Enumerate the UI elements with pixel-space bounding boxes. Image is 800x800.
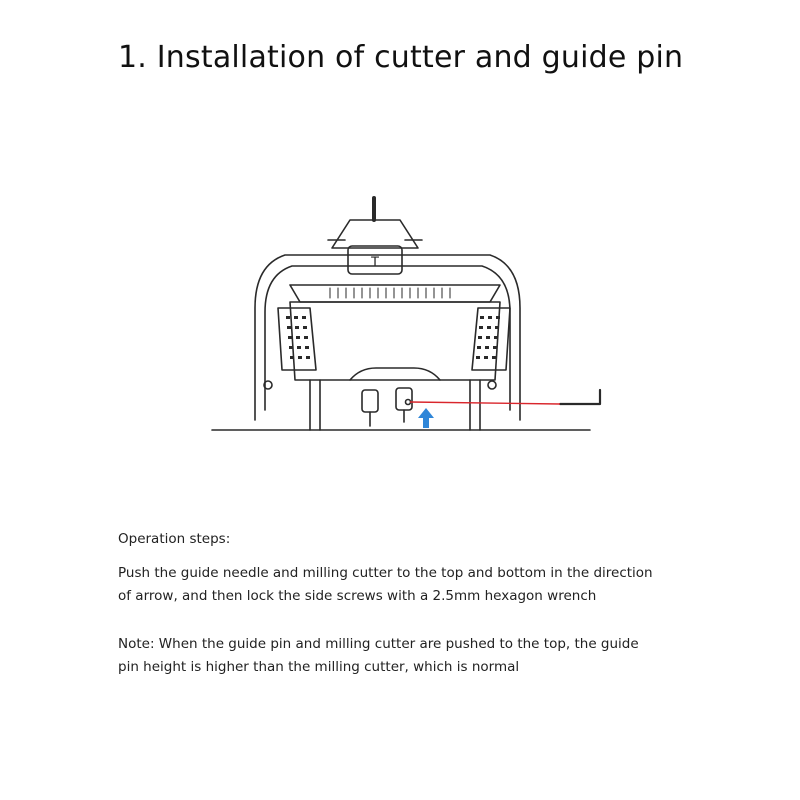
carriage-top xyxy=(332,220,418,248)
note-paragraph: Note: When the guide pin and milling cutter are pushed to the top, the guide pin height is higher than the milling cutter, which is normal xyxy=(118,636,639,675)
lower-legs xyxy=(310,380,480,430)
right-screw xyxy=(488,381,496,389)
carriage-letter: T xyxy=(370,253,380,269)
milling-cutter xyxy=(362,390,378,412)
page-title: 1. Installation of cutter and guide pin xyxy=(118,40,684,75)
laser-guide-line xyxy=(410,402,560,404)
guide-pin xyxy=(396,388,412,410)
grille-teeth xyxy=(330,288,450,298)
push-direction-arrow-icon xyxy=(418,408,434,428)
housing-inner xyxy=(265,266,510,410)
vent-slots xyxy=(286,316,500,359)
grille-rail xyxy=(290,285,500,302)
step-paragraph: Push the guide needle and milling cutter to the top and bottom in the direction of arrow, and then lock the side screws with a 2.5mm hexagon wrench xyxy=(118,565,653,604)
hexagon-wrench xyxy=(560,390,600,404)
operation-steps-heading: Operation steps: xyxy=(118,530,231,547)
side-screw xyxy=(406,400,411,405)
operation-note xyxy=(118,633,658,679)
machine-illustration xyxy=(160,180,650,460)
operation-step-instruction xyxy=(118,562,658,608)
machine-diagram-svg xyxy=(160,180,650,460)
clamp-arch xyxy=(350,368,440,380)
